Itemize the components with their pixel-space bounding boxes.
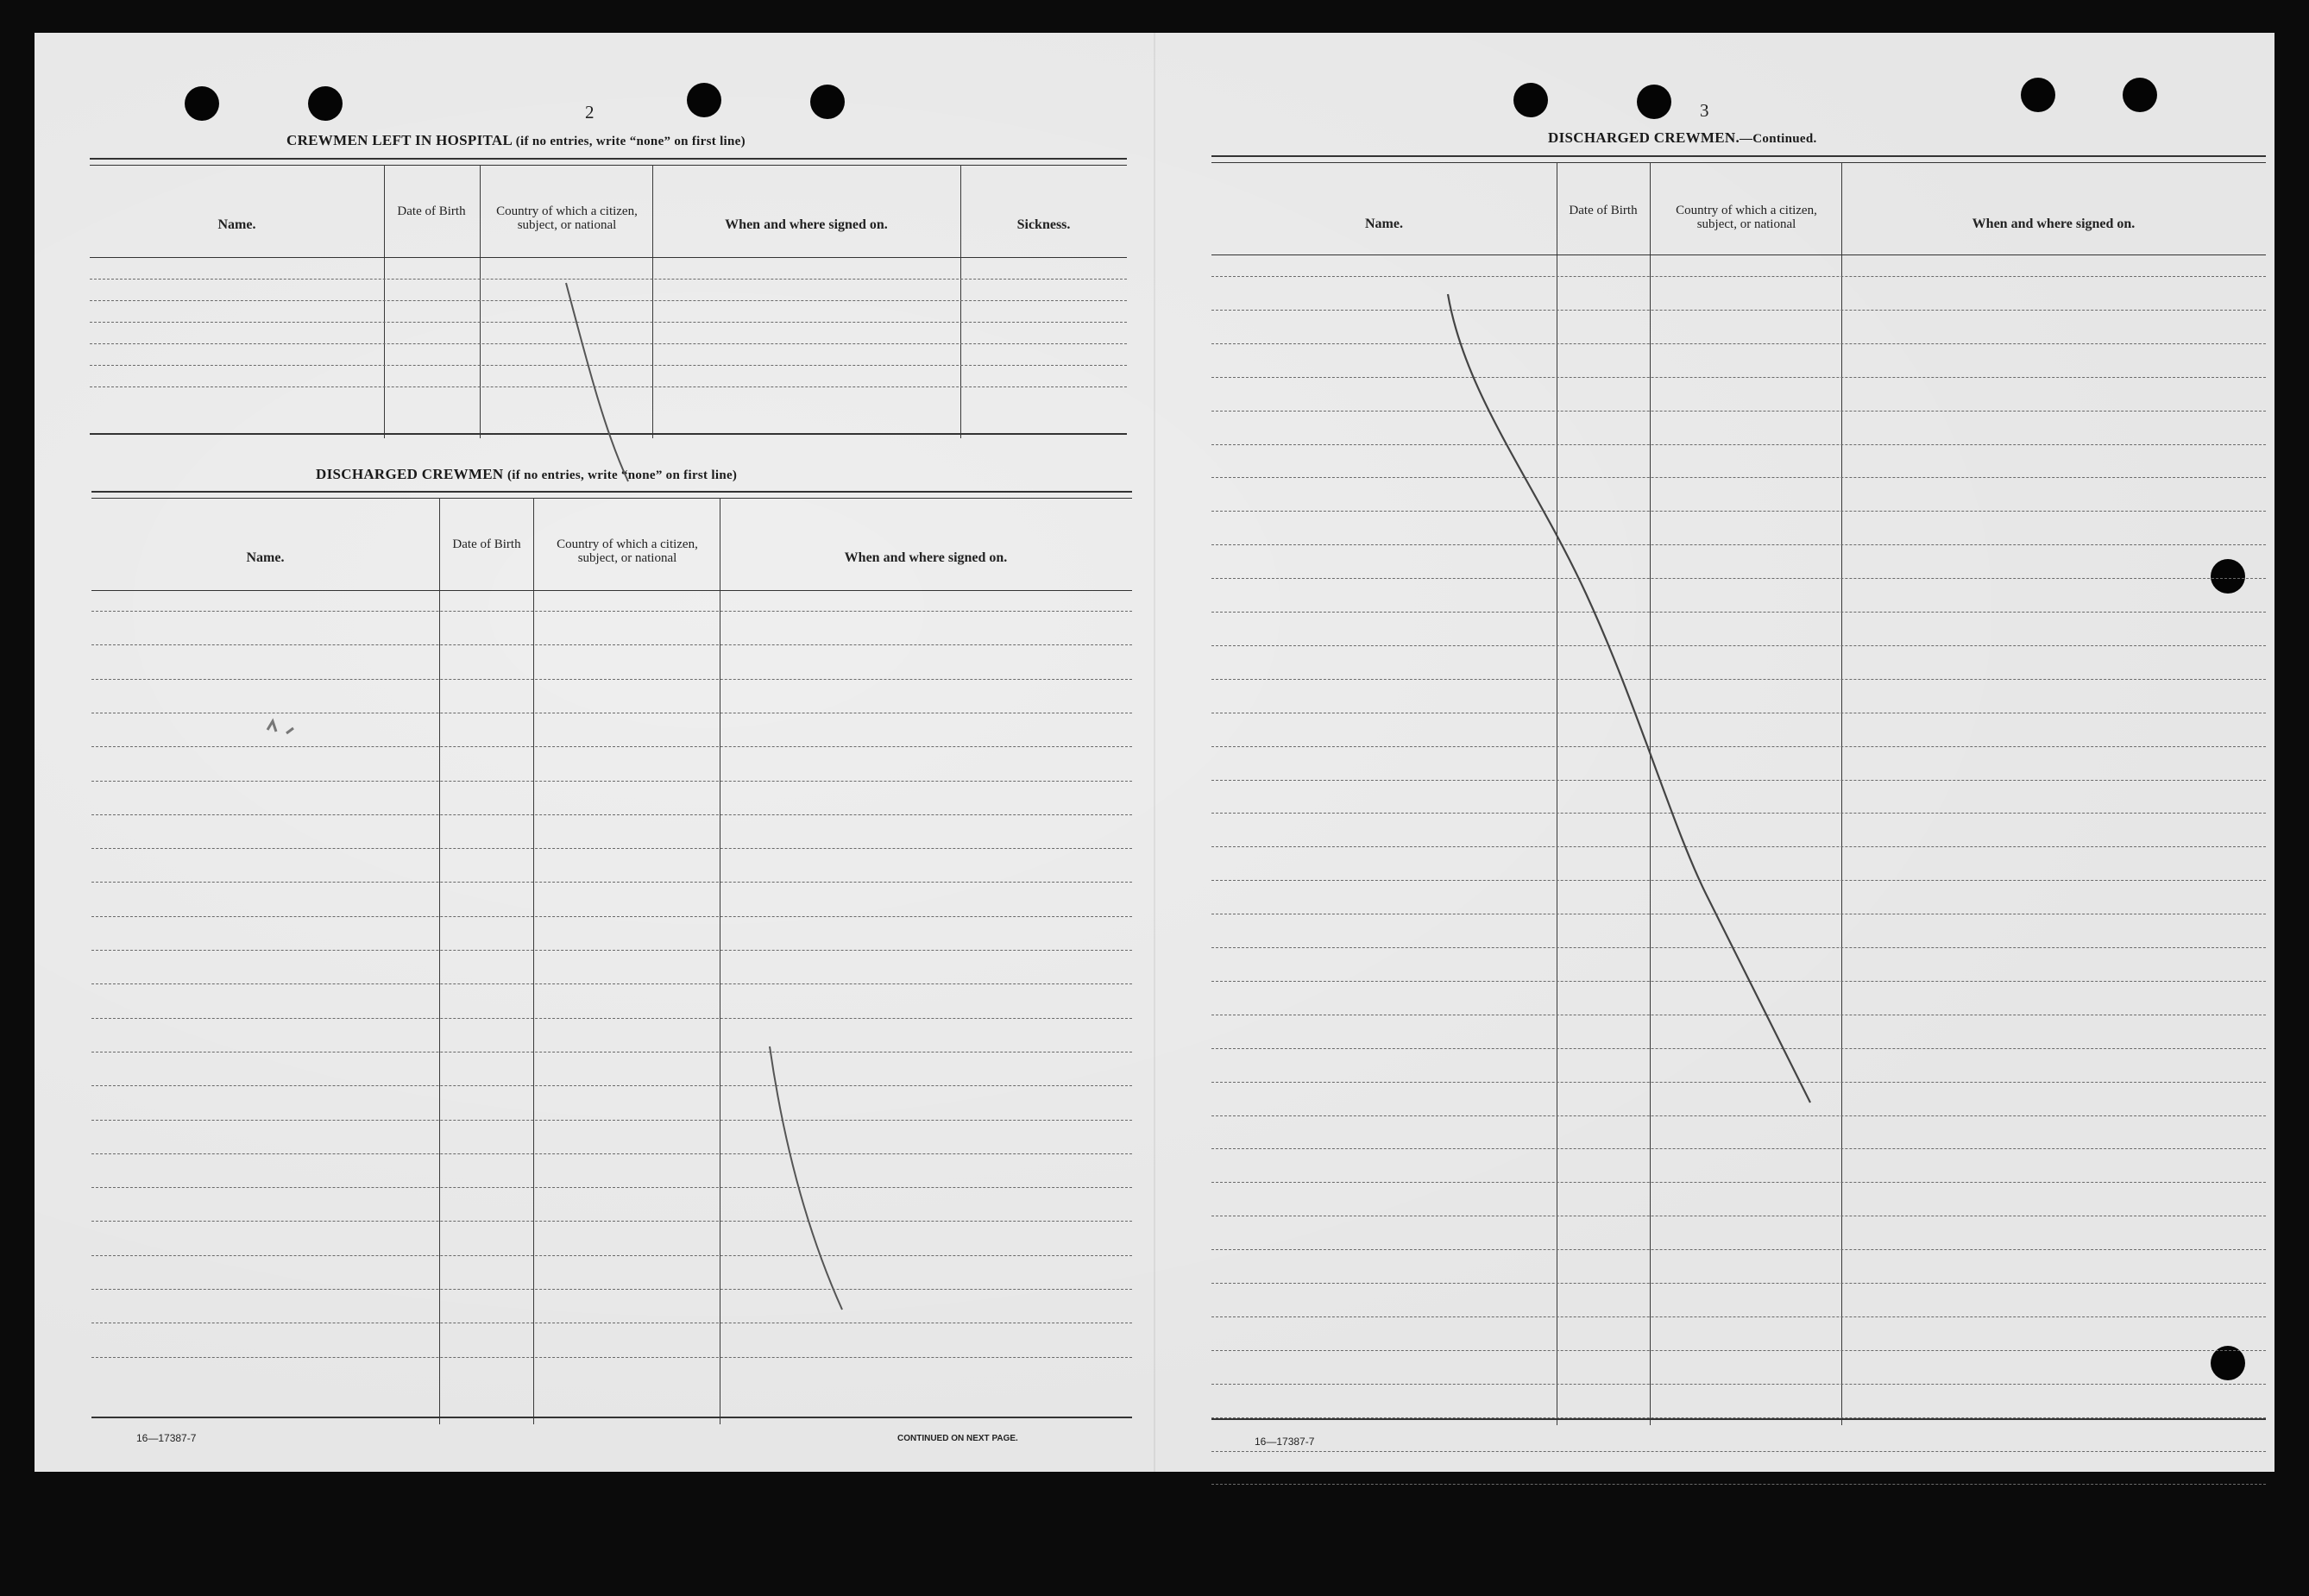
ruled-line (1211, 813, 2266, 814)
ruled-line (1211, 746, 2266, 747)
ruled-line (91, 1153, 1132, 1154)
ruled-line (90, 386, 1127, 387)
column-header-country: Country of which a citizen, subject, or national (496, 204, 638, 233)
ruled-line (1211, 343, 2266, 344)
ruled-line (1211, 780, 2266, 781)
page-number: 3 (1700, 100, 1709, 121)
ruled-line (1211, 411, 2266, 412)
ruled-line (1211, 511, 2266, 512)
ruled-line (1211, 1316, 2266, 1317)
ruled-line (1211, 1182, 2266, 1183)
page-number: 2 (585, 102, 595, 123)
ruled-line (91, 1357, 1132, 1358)
ruled-line (1211, 276, 2266, 277)
ruled-line (1211, 612, 2266, 613)
ruled-line (91, 611, 1132, 612)
ruled-line (1211, 477, 2266, 478)
ruled-line (1211, 645, 2266, 646)
ruled-line (91, 644, 1132, 645)
column-header-country: Country of which a citizen, subject, or national (1676, 204, 1817, 232)
ruled-line (1211, 981, 2266, 982)
column-header-dob: Date of Birth (1569, 204, 1638, 217)
column-header-dob: Date of Birth (452, 537, 521, 551)
discharged-title-note: (if no entries, write “none” on first line) (507, 468, 738, 482)
discharged-rows (91, 491, 1132, 1424)
ruled-line (1211, 880, 2266, 881)
ruled-line (90, 365, 1127, 366)
ruled-line (90, 300, 1127, 301)
form-code: 16—17387-7 (136, 1432, 197, 1444)
ruled-line (1211, 1384, 2266, 1385)
discharged-continued-text: DISCHARGED CREWMEN. (1548, 129, 1740, 146)
ruled-line (91, 1289, 1132, 1290)
hospital-section-title (286, 132, 746, 149)
ruled-line (91, 882, 1132, 883)
ruled-line (91, 916, 1132, 917)
hospital-title-text: CREWMEN LEFT IN HOSPITAL (286, 132, 513, 148)
ruled-line (1211, 1048, 2266, 1049)
table-bottom-rule (1211, 1418, 2266, 1420)
ruled-line (1211, 846, 2266, 847)
form-code: 16—17387-7 (1255, 1436, 1315, 1448)
ruled-line (91, 1085, 1132, 1086)
column-header-name: Name. (217, 217, 256, 232)
hospital-rows (90, 158, 1127, 438)
ruled-line (1211, 679, 2266, 680)
ruled-line (91, 746, 1132, 747)
ruled-line (91, 679, 1132, 680)
ruled-line (1211, 1350, 2266, 1351)
ruled-line (1211, 1484, 2266, 1485)
ruled-line (91, 1120, 1132, 1121)
discharged-table (91, 491, 1132, 1424)
ruled-line (1211, 1115, 2266, 1116)
document-sheet (35, 33, 2274, 1472)
continued-note: CONTINUED ON NEXT PAGE. (897, 1434, 1018, 1443)
ruled-line (91, 1187, 1132, 1188)
ruled-line (1211, 377, 2266, 378)
column-header-name: Name. (246, 550, 285, 565)
ruled-line (91, 1255, 1132, 1256)
discharged-continued-table (1211, 155, 2266, 1425)
column-header-name: Name. (1365, 217, 1403, 231)
ruled-line (90, 322, 1127, 323)
ruled-line (1211, 578, 2266, 579)
table-bottom-rule (91, 1417, 1132, 1418)
ruled-line (91, 950, 1132, 951)
ruled-line (91, 1018, 1132, 1019)
ruled-line (91, 1221, 1132, 1222)
ruled-line (90, 279, 1127, 280)
discharged-section-title (316, 466, 737, 483)
ruled-line (91, 983, 1132, 984)
hospital-title-note: (if no entries, write “none” on first line) (515, 135, 746, 148)
discharged-continued-title (1548, 129, 1817, 147)
hospital-table (90, 158, 1127, 438)
column-header-signed-on: When and where signed on. (1972, 217, 2136, 231)
ruled-line (1211, 444, 2266, 445)
ruled-line (91, 781, 1132, 782)
ruled-line (91, 848, 1132, 849)
ruled-line (1211, 1451, 2266, 1452)
ruled-line (1211, 1082, 2266, 1083)
table-bottom-rule (90, 433, 1127, 435)
left-page (35, 33, 1154, 1472)
column-header-signed-on: When and where signed on. (844, 550, 1008, 565)
right-page (1154, 33, 2274, 1472)
ruled-line (1211, 1283, 2266, 1284)
ruled-line (91, 814, 1132, 815)
ruled-line (1211, 1249, 2266, 1250)
ruled-line (1211, 310, 2266, 311)
column-header-dob: Date of Birth (397, 204, 466, 218)
column-header-sickness: Sickness. (1016, 217, 1071, 232)
ruled-line (1211, 1148, 2266, 1149)
discharged-continued-rows (1211, 155, 2266, 1425)
continued-suffix: —Continued. (1740, 132, 1817, 146)
ruled-line (90, 343, 1127, 344)
ruled-line (1211, 947, 2266, 948)
discharged-title-text: DISCHARGED CREWMEN (316, 466, 504, 482)
column-header-country: Country of which a citizen, subject, or national (557, 537, 698, 566)
column-header-signed-on: When and where signed on. (725, 217, 888, 232)
ruled-line (1211, 544, 2266, 545)
